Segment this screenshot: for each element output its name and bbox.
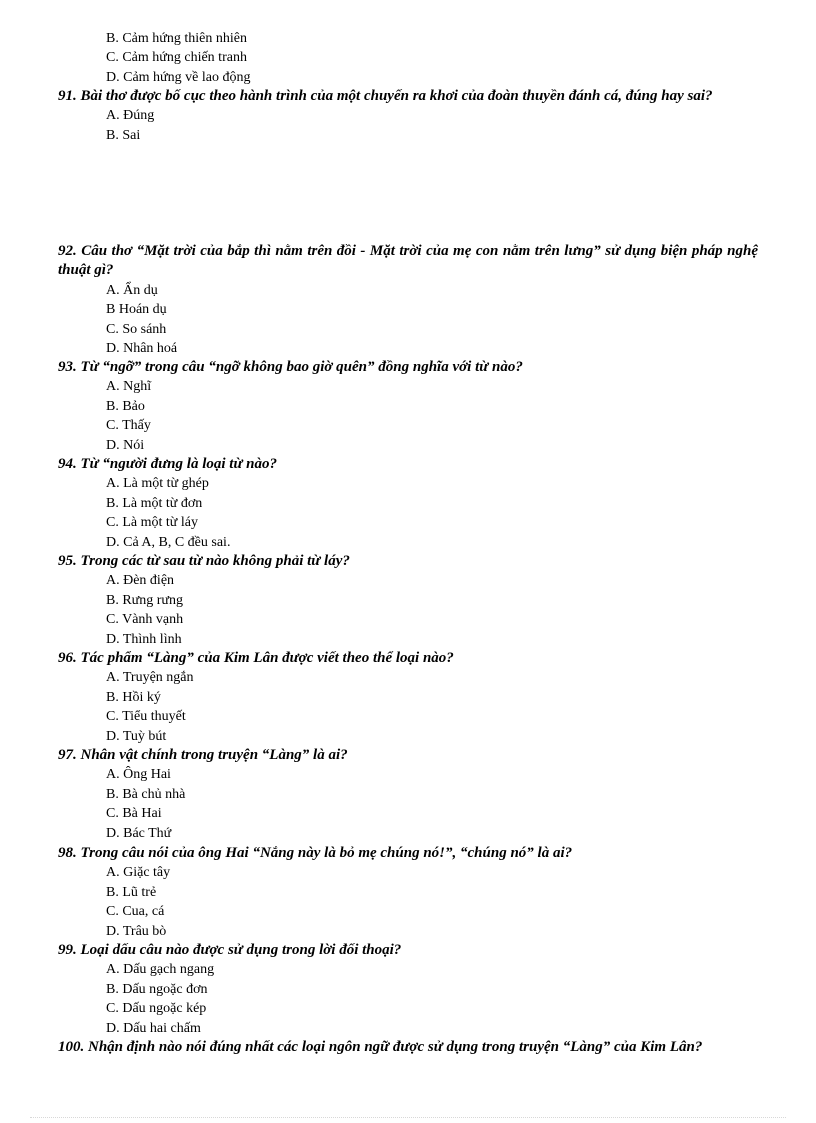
- option: C. Là một từ láy: [106, 515, 198, 531]
- question-text: 93. Từ “ngỡ” trong câu “ngỡ không bao giờ quên” đồng nghĩa với từ nào?: [58, 359, 523, 375]
- option: D. Tuỳ bút: [106, 728, 167, 744]
- question-text: 92. Câu thơ “Mặt trời của bắp thì nằm trên đồi - Mặt trời của mẹ con nằm trên lưng” sử dụng biện pháp nghệ thuật gì?: [58, 243, 758, 279]
- option: C. Bà Hai: [106, 806, 162, 822]
- option: A. Đúng: [106, 108, 155, 124]
- option: D. Nói: [106, 437, 145, 453]
- option: C. Vành vạnh: [106, 612, 184, 628]
- option: D. Bác Thứ: [106, 825, 172, 841]
- question-text: 98. Trong câu nói của ông Hai “Nắng này là bỏ mẹ chúng nó!”, “chúng nó” là ai?: [58, 845, 573, 861]
- question-100: [58, 1038, 758, 1057]
- option: A. Truyện ngắn: [106, 670, 194, 686]
- option: C. Cảm hứng chiến tranh: [106, 50, 247, 66]
- option: D. Dấu hai chấm: [106, 1020, 201, 1036]
- option: C. Cua, cá: [106, 904, 165, 920]
- question-text: 96. Tác phẩm “Làng” của Kim Lân được viết theo thể loại nào?: [58, 650, 454, 666]
- question-91: [58, 87, 758, 145]
- option: B. Dấu ngoặc đơn: [106, 981, 208, 997]
- option: B Hoán dụ: [106, 302, 167, 318]
- option: C. Dấu ngoặc kép: [106, 1001, 207, 1017]
- question-97: [58, 746, 758, 843]
- question-92: [58, 242, 758, 358]
- question-text: 95. Trong các từ sau từ nào không phải từ láy?: [58, 553, 350, 569]
- option: A. Ông Hai: [106, 767, 171, 783]
- page-bottom-divider: [30, 1117, 786, 1118]
- option: B. Rưng rưng: [106, 592, 184, 608]
- option: B. Sai: [106, 127, 141, 143]
- question-text: 99. Loại dấu câu nào được sử dụng trong lời đối thoại?: [58, 942, 402, 958]
- option: D. Thình lình: [106, 631, 182, 647]
- option: B. Là một từ đơn: [106, 495, 203, 511]
- option: A. Giặc tây: [106, 865, 171, 881]
- option: B. Bảo: [106, 398, 145, 414]
- option: C. Thấy: [106, 418, 151, 434]
- option: B. Lũ trẻ: [106, 884, 157, 900]
- question-text: 91. Bài thơ được bố cục theo hành trình của một chuyến ra khơi của đoàn thuyền đánh cá, đúng hay sai?: [58, 88, 713, 104]
- question-95: [58, 552, 758, 649]
- option: A. Đèn điện: [106, 573, 175, 589]
- option: B. Bà chủ nhà: [106, 786, 186, 802]
- option: A. Dấu gạch ngang: [106, 962, 215, 978]
- question-text: 100. Nhận định nào nói đúng nhất các loại ngôn ngữ được sử dụng trong truyện “Làng” của Kim Lân?: [58, 1039, 703, 1055]
- question-93: [58, 358, 758, 455]
- option: B. Hồi ký: [106, 689, 161, 705]
- option: A. Là một từ ghép: [106, 476, 209, 492]
- question-text: 97. Nhân vật chính trong truyện “Làng” là ai?: [58, 747, 348, 763]
- option: A. Ẩn dụ: [106, 282, 158, 298]
- option: D. Trâu bò: [106, 923, 167, 939]
- option: D. Cảm hứng về lao động: [106, 69, 251, 85]
- option: C. Tiểu thuyết: [106, 709, 186, 725]
- option: A. Nghĩ: [106, 379, 152, 395]
- option: B. Cảm hứng thiên nhiên: [106, 31, 247, 46]
- question-text: 94. Từ “người đưng là loại từ nào?: [58, 456, 278, 472]
- question-96: [58, 649, 758, 746]
- question-98: [58, 844, 758, 941]
- option: C. So sánh: [106, 321, 167, 337]
- option: D. Nhân hoá: [106, 341, 178, 357]
- question-94: [58, 455, 758, 552]
- option: D. Cả A, B, C đều sai.: [106, 534, 231, 550]
- question-99: [58, 941, 758, 1038]
- prev-question-options: [58, 29, 758, 87]
